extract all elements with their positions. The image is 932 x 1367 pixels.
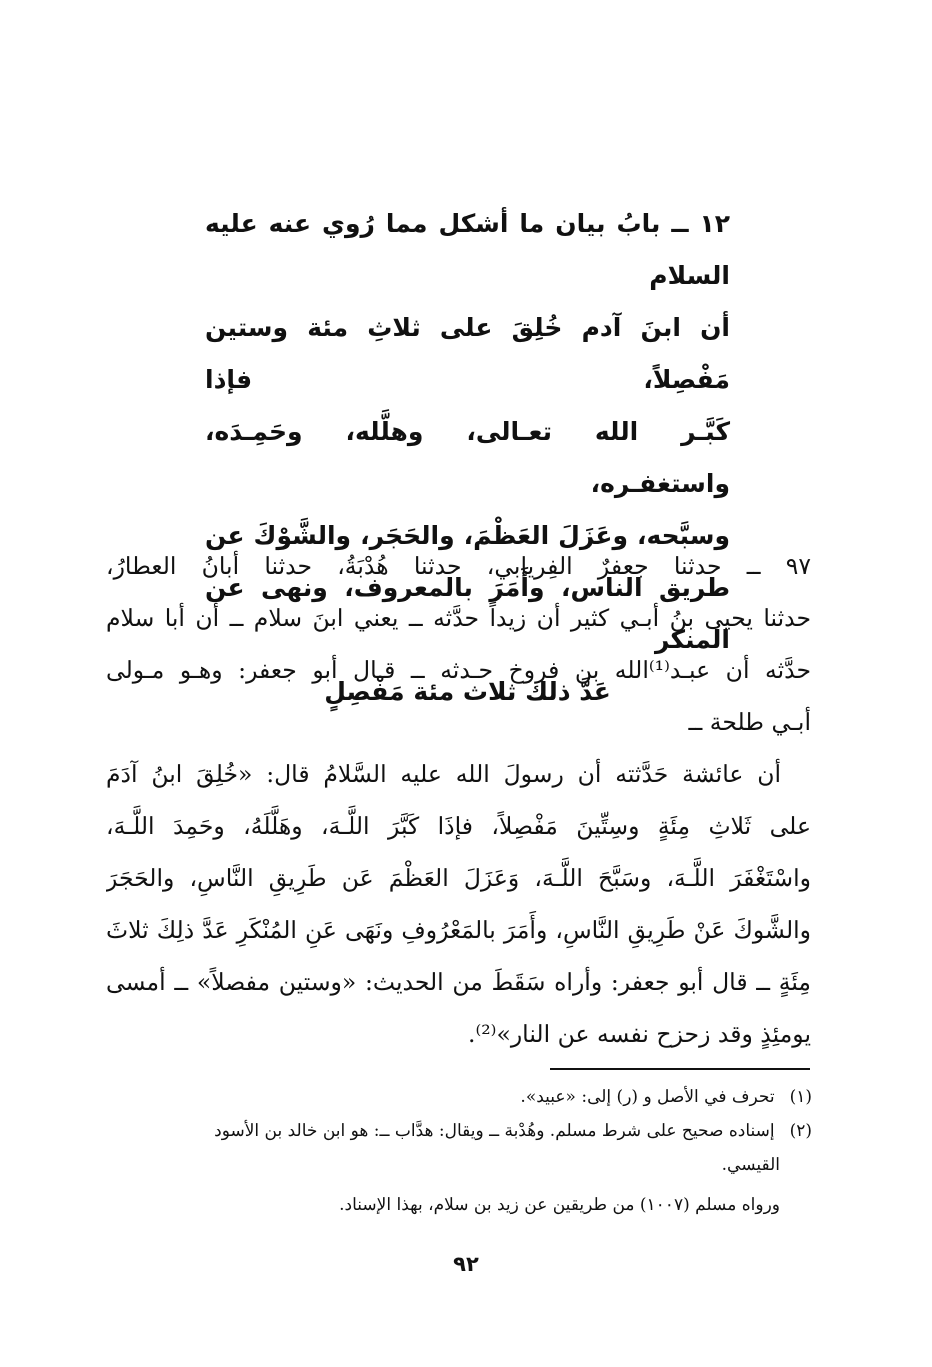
chapter-heading-line: أن ابنَ آدم خُلِقَ على ثلاثِ مئة وستين مَفْصِلاً، فإذا xyxy=(205,313,730,394)
matn-line: على ثَلاثِ مِئَةٍ وسِتِّينَ مَفْصِلاً، فإذَا كَبَّرَ اللَّـهَ، وهَلَّلَهُ، وحَمِدَ اللَّـهَ، xyxy=(106,812,811,840)
isnad-line: حدَّثه أن عبـد⁽¹⁾الله بن فروخ حـدثه ــ قـال أبو جعفر: وهـو مـولى xyxy=(106,656,811,684)
hadith-matn xyxy=(106,748,811,1060)
chapter-heading-line: ١٢ ــ بابُ بيان ما أشكل مما رُوي عنه عليه السلام xyxy=(205,209,730,290)
isnad-line: حدثنا يحيى بنُ أبـي كثير أن زيداً حدَّثه ــ يعني ابنَ سلام ــ أن أبا سلام xyxy=(106,604,811,632)
chapter-heading-line: كَبَّـر الله تعـالى، وهلَّله، وحَمِـدَه، واستغفـره، xyxy=(205,417,730,498)
chapter-heading-line: طريق الناس، وأَمَرَ بالمعروف، ونهى عن المنكر xyxy=(205,573,730,654)
footnote-number: (٢) xyxy=(789,1121,812,1141)
chapter-heading-line: وسبَّحه، وعَزَلَ العَظْمَ، والحَجَر، والشَّوْكَ عن xyxy=(205,521,730,550)
footnote-1 xyxy=(100,1080,812,1114)
footnotes xyxy=(100,1080,812,1222)
isnad-line: ٩٧ ــ حدثنا جعفرٌ الفِريابي، حدثنا هُدْبَةُ، حدثنا أبانُ العطارُ، xyxy=(106,552,811,580)
footnote-number: (١) xyxy=(789,1087,812,1107)
footnote-2-continuation: القيسي. xyxy=(721,1155,780,1175)
chapter-heading-line: عَدَّ ذلك ثلاث مئة مَفْصِلٍ xyxy=(324,677,611,706)
isnad-line: أبـي طلحة ــ xyxy=(688,708,811,736)
matn-line: والشَّوكَ عَنْ طَرِيقِ النَّاسِ، وأَمَرَ بالمَعْرُوفِ ونَهَى عَنِ المُنْكَرِ عَدَّ ذلِكَ ثلاثَ xyxy=(106,916,811,944)
footnote-2 xyxy=(100,1114,812,1148)
footnote-2-extra: ورواه مسلم (١٠٠٧) من طريقين عن زيد بن سلام، بهذا الإسناد. xyxy=(339,1195,780,1215)
hadith-isnad xyxy=(106,540,811,748)
footnote-divider xyxy=(550,1068,810,1070)
matn-line: أن عائشة حَدَّثته أن رسولَ الله عليه السَّلامُ قال: «خُلِقَ ابنُ آدَمَ xyxy=(106,760,781,788)
matn-line: مِئَةٍ ــ قال أبو جعفر: وأراه سَقَطَ من الحديث: «وستين مفصلاً» ــ أمسى xyxy=(106,968,811,996)
matn-line: واسْتَغْفَرَ اللَّـهَ، وسَبَّحَ اللَّـهَ، وَعَزَلَ العَظْمَ عَن طَرِيقِ النَّاسِ، والحَجَرَ xyxy=(106,864,811,892)
footnote-text: تحرف في الأصل و (ر) إلى: «عبيد». xyxy=(520,1087,775,1107)
matn-line: يومئِذٍ وقد زحزح نفسه عن النار»⁽²⁾. xyxy=(468,1020,811,1048)
footnote-text: إسناده صحيح على شرط مسلم. وهُدْبة ــ ويقال: هدَّاب ــ: هو ابن خالد بن الأسود xyxy=(214,1121,775,1141)
page-number: ٩٢ xyxy=(453,1252,479,1276)
